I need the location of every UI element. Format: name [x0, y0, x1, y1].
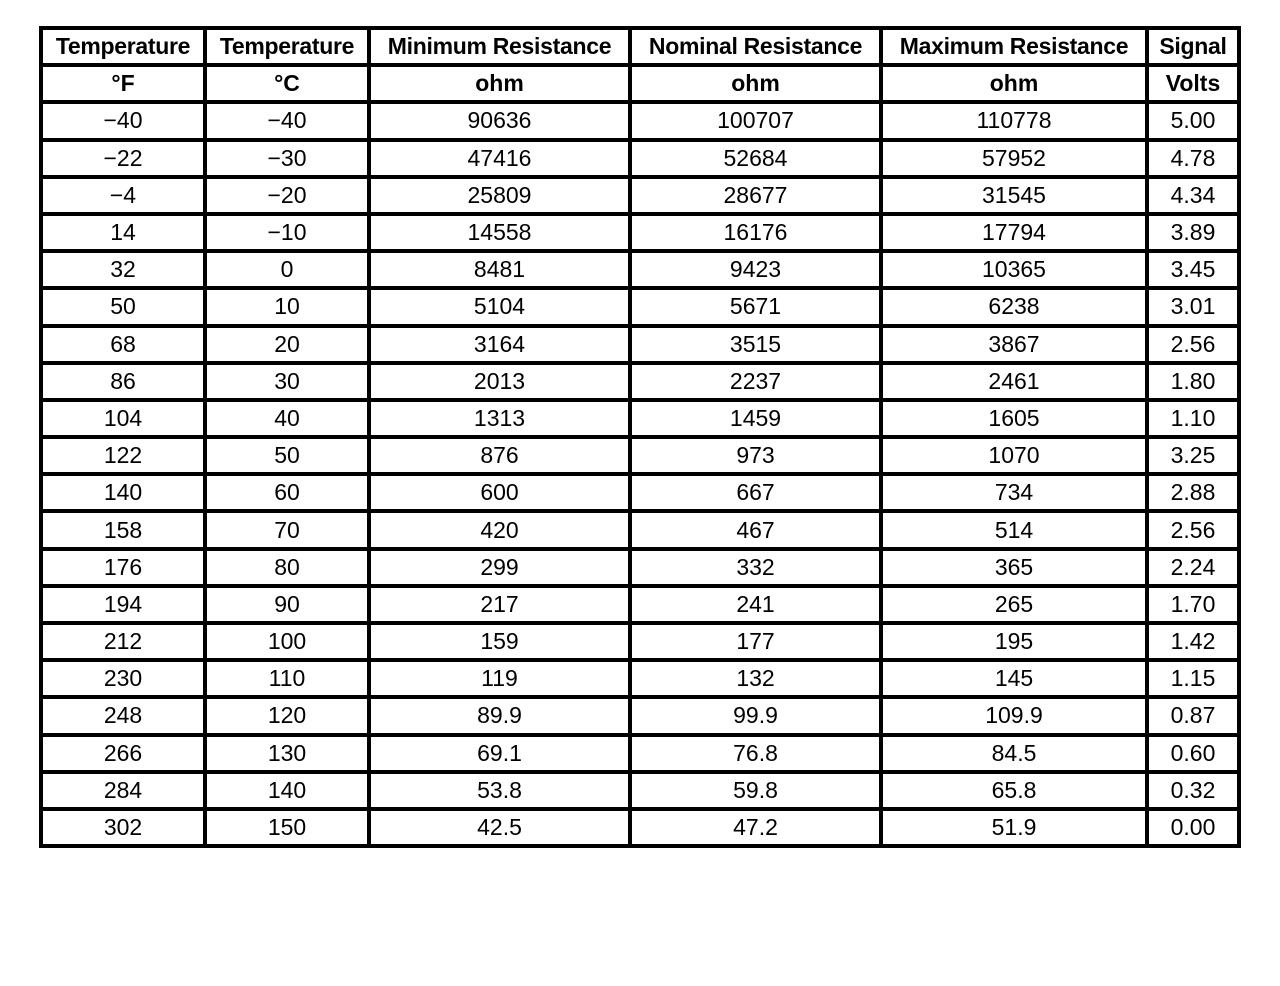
- cell-max-resistance: 514: [881, 511, 1147, 548]
- cell-temp-c: 110: [205, 660, 369, 697]
- cell-temp-c: −30: [205, 140, 369, 177]
- cell-temp-f: 266: [41, 735, 205, 772]
- cell-signal-volts: 1.42: [1147, 623, 1239, 660]
- cell-nom-resistance: 241: [630, 586, 881, 623]
- table-body: [41, 28, 1239, 846]
- table-row: [41, 474, 1239, 511]
- cell-signal-volts: 4.34: [1147, 177, 1239, 214]
- cell-temp-c: 100: [205, 623, 369, 660]
- table-row: [41, 623, 1239, 660]
- cell-min-resistance: 3164: [369, 326, 630, 363]
- header-cell-temperature-c: Temperature: [205, 28, 369, 65]
- cell-max-resistance: 110778: [881, 102, 1147, 139]
- units-row: [41, 65, 1239, 102]
- cell-min-resistance: 2013: [369, 363, 630, 400]
- cell-max-resistance: 1070: [881, 437, 1147, 474]
- cell-max-resistance: 51.9: [881, 809, 1147, 846]
- cell-nom-resistance: 5671: [630, 288, 881, 325]
- cell-temp-c: 90: [205, 586, 369, 623]
- cell-temp-f: 248: [41, 697, 205, 734]
- cell-nom-resistance: 9423: [630, 251, 881, 288]
- cell-nom-resistance: 47.2: [630, 809, 881, 846]
- cell-max-resistance: 31545: [881, 177, 1147, 214]
- cell-max-resistance: 17794: [881, 214, 1147, 251]
- cell-temp-c: 140: [205, 772, 369, 809]
- cell-temp-f: 14: [41, 214, 205, 251]
- cell-temp-f: 284: [41, 772, 205, 809]
- table-row: [41, 437, 1239, 474]
- cell-temp-f: 230: [41, 660, 205, 697]
- cell-temp-f: 140: [41, 474, 205, 511]
- cell-min-resistance: 5104: [369, 288, 630, 325]
- cell-temp-c: 70: [205, 511, 369, 548]
- cell-min-resistance: 600: [369, 474, 630, 511]
- cell-temp-c: 120: [205, 697, 369, 734]
- cell-signal-volts: 5.00: [1147, 102, 1239, 139]
- cell-temp-f: 194: [41, 586, 205, 623]
- unit-cell-min-ohm: ohm: [369, 65, 630, 102]
- table-row: [41, 697, 1239, 734]
- cell-signal-volts: 2.56: [1147, 326, 1239, 363]
- cell-signal-volts: 3.45: [1147, 251, 1239, 288]
- cell-signal-volts: 0.60: [1147, 735, 1239, 772]
- cell-temp-c: 50: [205, 437, 369, 474]
- cell-temp-c: 40: [205, 400, 369, 437]
- cell-min-resistance: 47416: [369, 140, 630, 177]
- table-row: [41, 772, 1239, 809]
- table-row: [41, 511, 1239, 548]
- cell-nom-resistance: 667: [630, 474, 881, 511]
- cell-min-resistance: 42.5: [369, 809, 630, 846]
- cell-min-resistance: 69.1: [369, 735, 630, 772]
- unit-cell-fahrenheit: °F: [41, 65, 205, 102]
- cell-min-resistance: 876: [369, 437, 630, 474]
- header-cell-nominal-resistance: Nominal Resistance: [630, 28, 881, 65]
- cell-temp-f: 302: [41, 809, 205, 846]
- cell-temp-f: 158: [41, 511, 205, 548]
- cell-temp-f: 68: [41, 326, 205, 363]
- cell-min-resistance: 1313: [369, 400, 630, 437]
- cell-signal-volts: 4.78: [1147, 140, 1239, 177]
- header-cell-maximum-resistance: Maximum Resistance: [881, 28, 1147, 65]
- cell-nom-resistance: 52684: [630, 140, 881, 177]
- header-cell-signal: Signal: [1147, 28, 1239, 65]
- cell-temp-f: 212: [41, 623, 205, 660]
- table-row: [41, 288, 1239, 325]
- cell-max-resistance: 195: [881, 623, 1147, 660]
- table-row: [41, 140, 1239, 177]
- cell-temp-c: −40: [205, 102, 369, 139]
- cell-min-resistance: 8481: [369, 251, 630, 288]
- cell-nom-resistance: 132: [630, 660, 881, 697]
- cell-signal-volts: 2.24: [1147, 549, 1239, 586]
- cell-nom-resistance: 467: [630, 511, 881, 548]
- sensor-resistance-table: [39, 26, 1241, 848]
- cell-signal-volts: 3.89: [1147, 214, 1239, 251]
- cell-signal-volts: 1.10: [1147, 400, 1239, 437]
- cell-temp-c: 0: [205, 251, 369, 288]
- table-row: [41, 177, 1239, 214]
- cell-nom-resistance: 973: [630, 437, 881, 474]
- cell-nom-resistance: 3515: [630, 326, 881, 363]
- table-row: [41, 251, 1239, 288]
- cell-max-resistance: 10365: [881, 251, 1147, 288]
- cell-signal-volts: 0.87: [1147, 697, 1239, 734]
- cell-temp-f: 32: [41, 251, 205, 288]
- cell-max-resistance: 365: [881, 549, 1147, 586]
- cell-max-resistance: 3867: [881, 326, 1147, 363]
- cell-min-resistance: 299: [369, 549, 630, 586]
- cell-min-resistance: 159: [369, 623, 630, 660]
- table-row: [41, 400, 1239, 437]
- table-row: [41, 809, 1239, 846]
- cell-nom-resistance: 59.8: [630, 772, 881, 809]
- cell-nom-resistance: 99.9: [630, 697, 881, 734]
- cell-temp-f: 122: [41, 437, 205, 474]
- cell-temp-c: 80: [205, 549, 369, 586]
- cell-min-resistance: 420: [369, 511, 630, 548]
- cell-nom-resistance: 332: [630, 549, 881, 586]
- cell-max-resistance: 145: [881, 660, 1147, 697]
- cell-temp-f: 86: [41, 363, 205, 400]
- cell-temp-c: 20: [205, 326, 369, 363]
- table-row: [41, 735, 1239, 772]
- cell-nom-resistance: 100707: [630, 102, 881, 139]
- table-row: [41, 214, 1239, 251]
- cell-max-resistance: 6238: [881, 288, 1147, 325]
- cell-max-resistance: 65.8: [881, 772, 1147, 809]
- table-row: [41, 363, 1239, 400]
- table-row: [41, 660, 1239, 697]
- cell-max-resistance: 734: [881, 474, 1147, 511]
- cell-temp-f: 50: [41, 288, 205, 325]
- unit-cell-celsius: °C: [205, 65, 369, 102]
- cell-temp-c: −10: [205, 214, 369, 251]
- cell-temp-f: 104: [41, 400, 205, 437]
- cell-max-resistance: 57952: [881, 140, 1147, 177]
- unit-cell-max-ohm: ohm: [881, 65, 1147, 102]
- cell-nom-resistance: 16176: [630, 214, 881, 251]
- table-row: [41, 549, 1239, 586]
- cell-max-resistance: 84.5: [881, 735, 1147, 772]
- cell-signal-volts: 1.70: [1147, 586, 1239, 623]
- cell-max-resistance: 265: [881, 586, 1147, 623]
- cell-signal-volts: 3.25: [1147, 437, 1239, 474]
- cell-min-resistance: 14558: [369, 214, 630, 251]
- cell-temp-c: 60: [205, 474, 369, 511]
- cell-temp-c: −20: [205, 177, 369, 214]
- cell-nom-resistance: 76.8: [630, 735, 881, 772]
- cell-nom-resistance: 28677: [630, 177, 881, 214]
- header-row: [41, 28, 1239, 65]
- unit-cell-nom-ohm: ohm: [630, 65, 881, 102]
- cell-signal-volts: 1.15: [1147, 660, 1239, 697]
- table-row: [41, 326, 1239, 363]
- cell-temp-f: 176: [41, 549, 205, 586]
- unit-cell-volts: Volts: [1147, 65, 1239, 102]
- cell-temp-c: 130: [205, 735, 369, 772]
- cell-temp-c: 30: [205, 363, 369, 400]
- cell-temp-c: 10: [205, 288, 369, 325]
- cell-temp-f: −40: [41, 102, 205, 139]
- cell-min-resistance: 89.9: [369, 697, 630, 734]
- cell-nom-resistance: 2237: [630, 363, 881, 400]
- cell-min-resistance: 90636: [369, 102, 630, 139]
- table-row: [41, 586, 1239, 623]
- cell-temp-f: −4: [41, 177, 205, 214]
- cell-nom-resistance: 1459: [630, 400, 881, 437]
- cell-temp-f: −22: [41, 140, 205, 177]
- header-cell-minimum-resistance: Minimum Resistance: [369, 28, 630, 65]
- cell-min-resistance: 53.8: [369, 772, 630, 809]
- cell-signal-volts: 0.32: [1147, 772, 1239, 809]
- cell-signal-volts: 1.80: [1147, 363, 1239, 400]
- cell-signal-volts: 3.01: [1147, 288, 1239, 325]
- cell-max-resistance: 109.9: [881, 697, 1147, 734]
- cell-min-resistance: 217: [369, 586, 630, 623]
- table-row: [41, 102, 1239, 139]
- cell-temp-c: 150: [205, 809, 369, 846]
- cell-signal-volts: 2.56: [1147, 511, 1239, 548]
- cell-max-resistance: 2461: [881, 363, 1147, 400]
- cell-min-resistance: 25809: [369, 177, 630, 214]
- cell-signal-volts: 0.00: [1147, 809, 1239, 846]
- cell-signal-volts: 2.88: [1147, 474, 1239, 511]
- cell-max-resistance: 1605: [881, 400, 1147, 437]
- cell-min-resistance: 119: [369, 660, 630, 697]
- cell-nom-resistance: 177: [630, 623, 881, 660]
- header-cell-temperature-f: Temperature: [41, 28, 205, 65]
